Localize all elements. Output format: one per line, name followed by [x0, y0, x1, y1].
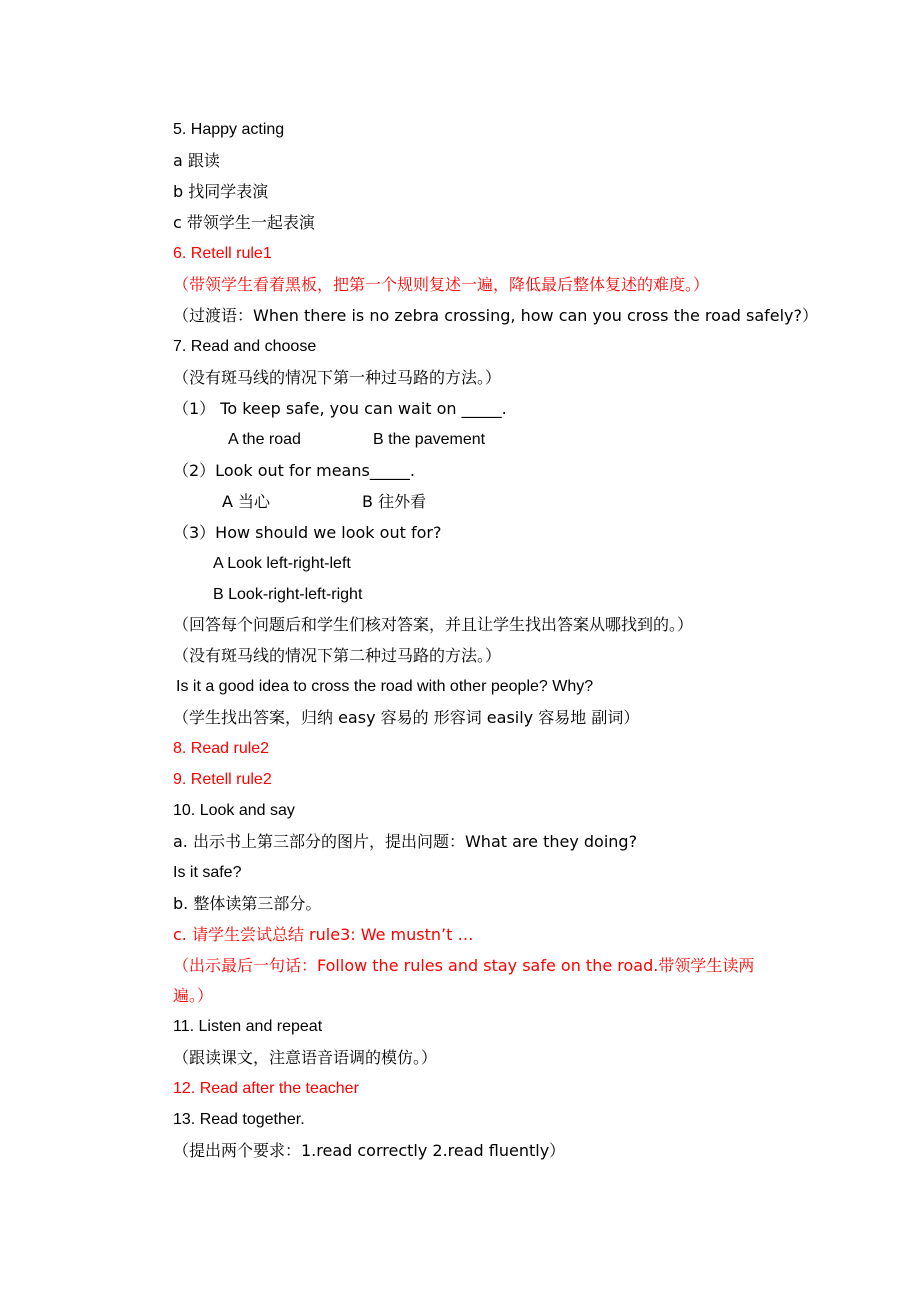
step-5-item-a: a 跟读 [173, 151, 220, 170]
step-12-heading: 12. Read after the teacher [173, 1080, 359, 1097]
step-10-item-a-continued: Is it safe? [173, 864, 242, 881]
step-10-item-a: a. 出示书上第三部分的图片，提出问题：What are they doing? [173, 832, 638, 851]
final-sentence-note: （出示最后一句话：Follow the rules and stay safe on the road.带领学生读两 [173, 956, 755, 975]
step-5-item-c: c 带领学生一起表演 [173, 213, 315, 232]
second-method-note: （没有斑马线的情况下第二种过马路的方法。） [173, 646, 502, 665]
question-2-option-a: A 当心 [222, 492, 271, 511]
step-6-note: （带领学生看着黑板，把第一个规则复述一遍，降低最后整体复述的难度。） [173, 275, 710, 294]
step-7-heading: 7. Read and choose [173, 338, 317, 355]
discussion-question: Is it a good idea to cross the road with other people? Why? [176, 678, 594, 695]
step-11-heading: 11. Listen and repeat [173, 1018, 323, 1035]
question-3-option-b: B Look-right-left-right [213, 586, 363, 603]
question-3-option-a: A Look left-right-left [213, 555, 351, 572]
question-1-option-a: A the road [228, 431, 301, 448]
step-8-heading: 8. Read rule2 [173, 740, 270, 757]
step-5-heading: 5. Happy acting [173, 121, 285, 138]
question-1-option-b: B the pavement [373, 431, 486, 448]
question-2-option-b: B 往外看 [362, 492, 427, 511]
step-13-note: （提出两个要求：1.read correctly 2.read fluently） [173, 1141, 566, 1160]
final-sentence-note-continued: 遍。） [173, 986, 214, 1005]
question-3: （3）How should we look out for? [173, 523, 442, 542]
question-1: （1） To keep safe, you can wait on _____. [173, 399, 507, 418]
step-10-item-b: b. 整体读第三部分。 [173, 894, 322, 913]
step-6-heading: 6. Retell rule1 [173, 245, 272, 262]
step-13-heading: 13. Read together. [173, 1111, 305, 1128]
step-5-item-b: b 找同学表演 [173, 182, 269, 201]
step-9-heading: 9. Retell rule2 [173, 771, 272, 788]
step-7-note: （没有斑马线的情况下第一种过马路的方法。） [173, 368, 502, 387]
step-10-item-c: c. 请学生尝试总结 rule3: We mustn’t … [173, 925, 474, 944]
answer-check-note: （回答每个问题后和学生们核对答案，并且让学生找出答案从哪找到的。） [173, 615, 694, 634]
transition-sentence: （过渡语：When there is no zebra crossing, how can you cross the road safely?） [173, 306, 819, 325]
vocabulary-note: （学生找出答案，归纳 easy 容易的 形容词 easily 容易地 副词） [173, 708, 640, 727]
step-10-heading: 10. Look and say [173, 802, 295, 819]
step-11-note: （跟读课文，注意语音语调的模仿。） [173, 1048, 438, 1067]
question-2: （2）Look out for means_____. [173, 461, 415, 480]
